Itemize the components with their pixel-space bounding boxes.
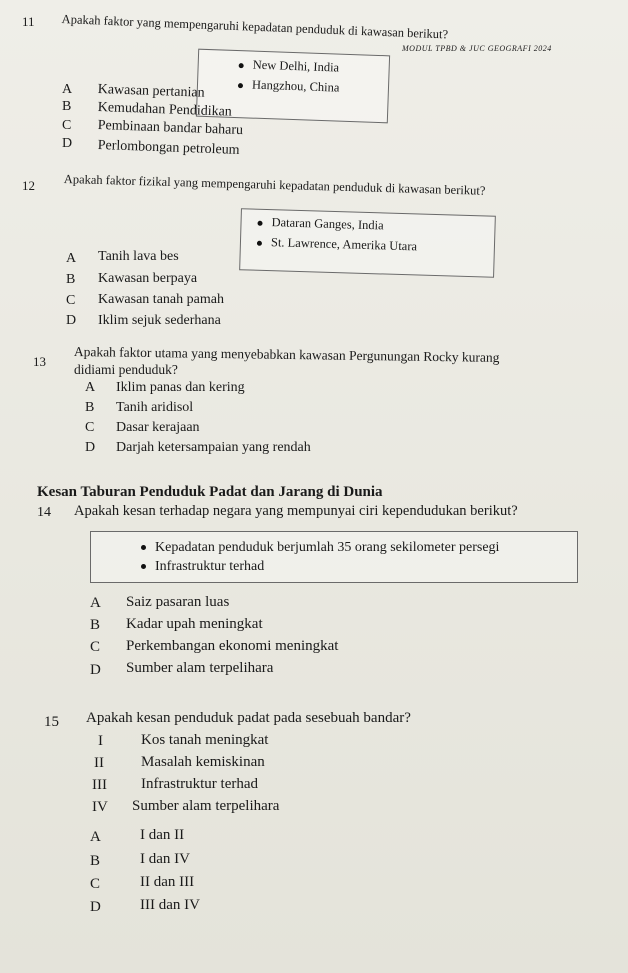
question-15-number: 15 (44, 714, 59, 730)
question-14-option-letter: D (90, 662, 101, 678)
question-15-text: Apakah kesan penduduk padat pada sesebuah bandar? (86, 710, 411, 726)
question-12-option-letter: B (66, 272, 76, 287)
question-15-statement-text: Sumber alam terpelihara (132, 798, 280, 814)
question-14-option-text: Perkembangan ekonomi meningkat (126, 638, 339, 654)
question-11-option-letter: C (62, 118, 72, 133)
question-15-statement-roman: II (94, 755, 104, 771)
question-13-option-text: Tanih aridisol (116, 400, 194, 415)
question-15-statement-roman: III (92, 777, 107, 793)
question-15-option-letter: A (90, 829, 101, 845)
question-12-number: 12 (22, 178, 35, 193)
section-title: Kesan Taburan Penduduk Padat dan Jarang di Dunia (37, 484, 383, 500)
question-13-option-letter: C (85, 420, 95, 435)
question-12-text: Apakah faktor fizikal yang mempengaruhi kepadatan penduduk di kawasan berikut? (63, 172, 486, 198)
question-14-box (90, 531, 578, 583)
question-15-option-letter: C (90, 876, 101, 892)
question-11-option-text: Pembinaan bandar baharu (97, 118, 244, 139)
question-15-option-letter: B (90, 853, 101, 869)
question-11-option-text: Perlombongan petroleum (97, 138, 240, 158)
question-12-option-letter: A (66, 251, 77, 266)
question-15-statement-roman: IV (92, 799, 108, 815)
question-15-statement-text: Infrastruktur terhad (141, 776, 259, 792)
question-12-box-item: Dataran Ganges, India (257, 215, 383, 234)
question-12-option-text: Kawasan tanah pamah (98, 292, 224, 307)
question-14-option-letter: C (90, 639, 101, 655)
question-15-option-letter: D (90, 899, 101, 915)
question-14-box-item: Infrastruktur terhad (141, 559, 264, 575)
bullet-icon (239, 63, 244, 68)
question-12-box (239, 208, 496, 278)
question-15-statement-text: Kos tanah meningkat (141, 732, 269, 748)
question-13-option-text: Dasar kerajaan (116, 420, 200, 435)
bullet-icon (257, 220, 262, 225)
question-13-option-letter: A (85, 380, 96, 395)
question-11-box-item: New Delhi, India (238, 57, 339, 75)
question-13-text-line1: Apakah faktor utama yang menyebabkan kawasan Pergunungan Rocky kurang (73, 344, 500, 365)
question-15-statement-text: Masalah kemiskinan (141, 754, 265, 770)
question-15-statement-roman: I (98, 733, 103, 749)
question-14-option-text: Kadar upah meningkat (126, 616, 263, 632)
question-11-number: 11 (22, 14, 35, 29)
question-11-option-letter: D (62, 136, 73, 151)
question-11-box-item: Hangzhou, China (238, 77, 340, 96)
question-11-option-letter: B (62, 99, 72, 114)
question-13-option-letter: B (85, 400, 95, 415)
question-12-option-text: Iklim sejuk sederhana (98, 313, 221, 328)
question-13-option-text: Iklim panas dan kering (116, 380, 245, 395)
question-12-option-text: Tanih lava bes (98, 249, 179, 264)
question-12-option-letter: C (66, 293, 76, 308)
question-15-option-text: III dan IV (140, 897, 200, 913)
question-13-text-line2: didiami penduduk? (74, 362, 178, 377)
bullet-icon (257, 240, 262, 245)
bullet-icon (141, 545, 146, 550)
bullet-icon (141, 564, 146, 569)
question-11-option-text: Kawasan pertanian (97, 82, 205, 101)
question-13-option-text: Darjah ketersampaian yang rendah (116, 440, 311, 455)
question-14-option-letter: A (90, 595, 101, 611)
question-13-number: 13 (33, 354, 46, 369)
question-14-option-letter: B (90, 617, 101, 633)
question-13-option-letter: D (85, 440, 96, 455)
question-14-number: 14 (37, 505, 51, 520)
question-12-option-letter: D (66, 313, 77, 328)
question-11-text: Apakah faktor yang mempengaruhi kepadatan penduduk di kawasan berikut? (61, 12, 449, 42)
question-11-option-letter: A (62, 82, 73, 97)
module-header: MODUL TPBD & JUC GEOGRAFI 2024 (402, 44, 552, 53)
question-15-option-text: I dan IV (140, 851, 190, 867)
question-14-text: Apakah kesan terhadap negara yang mempunyai ciri kependudukan berikut? (74, 503, 518, 519)
question-12-option-text: Kawasan berpaya (98, 271, 198, 286)
question-11-option-text: Kemudahan Pendidikan (97, 100, 233, 120)
question-15-option-text: II dan III (140, 874, 195, 890)
question-14-box-item: Kepadatan penduduk berjumlah 35 orang sekilometer persegi (141, 540, 499, 556)
question-14-option-text: Sumber alam terpelihara (126, 660, 274, 676)
bullet-icon (238, 83, 243, 88)
question-12-box-item: St. Lawrence, Amerika Utara (257, 235, 417, 255)
question-15-option-text: I dan II (140, 827, 185, 843)
question-14-option-text: Saiz pasaran luas (126, 594, 230, 610)
